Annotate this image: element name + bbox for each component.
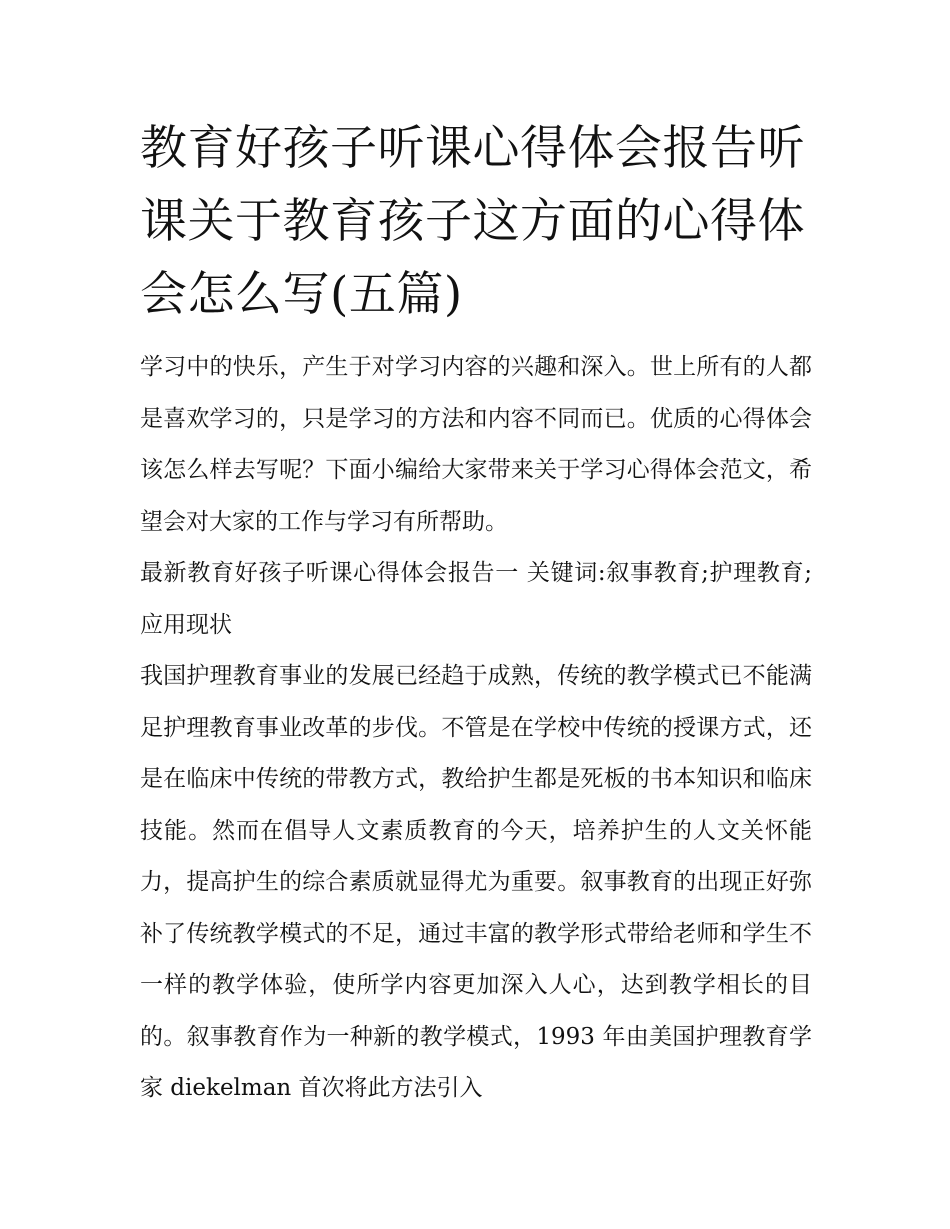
document-title: 教育好孩子听课心得体会报告听课关于教育孩子这方面的心得体会怎么写(五篇) [140,121,805,322]
intro-paragraph: 学习中的快乐，产生于对学习内容的兴趣和深入。世上所有的人都是喜欢学习的，只是学习的方法和内容不同而已。优质的心得体会该怎么样去写呢？下面小编给大家带来关于学习心得体会范文，希望会对大家的工作与学习有所帮助。 [140,354,812,535]
document-body [140,112,812,1115]
section-heading-paragraph: 最新教育好孩子听课心得体会报告一 关键词:叙事教育;护理教育;应用现状 [140,560,812,638]
body-paragraph: 我国护理教育事业的发展已经趋于成熟，传统的教学模式已不能满足护理教育事业改革的步伐。不管是在学校中传统的授课方式，还是在临床中传统的带教方式，教给护生都是死板的书本知识和临床技能。然而在倡导人文素质教育的今天，培养护生的人文关怀能力，提高护生的综合素质就显得尤为重要。叙事教育的出现正好弥补了传统教学模式的不足，通过丰富的教学形式带给老师和学生不一样的教学体验，使所学内容更加深入人心，达到教学相长的目的。叙事教育作为一种新的教学模式，1993 年由美国护理教育学家 diekelman 首次将此方法引入 [140,663,812,1101]
